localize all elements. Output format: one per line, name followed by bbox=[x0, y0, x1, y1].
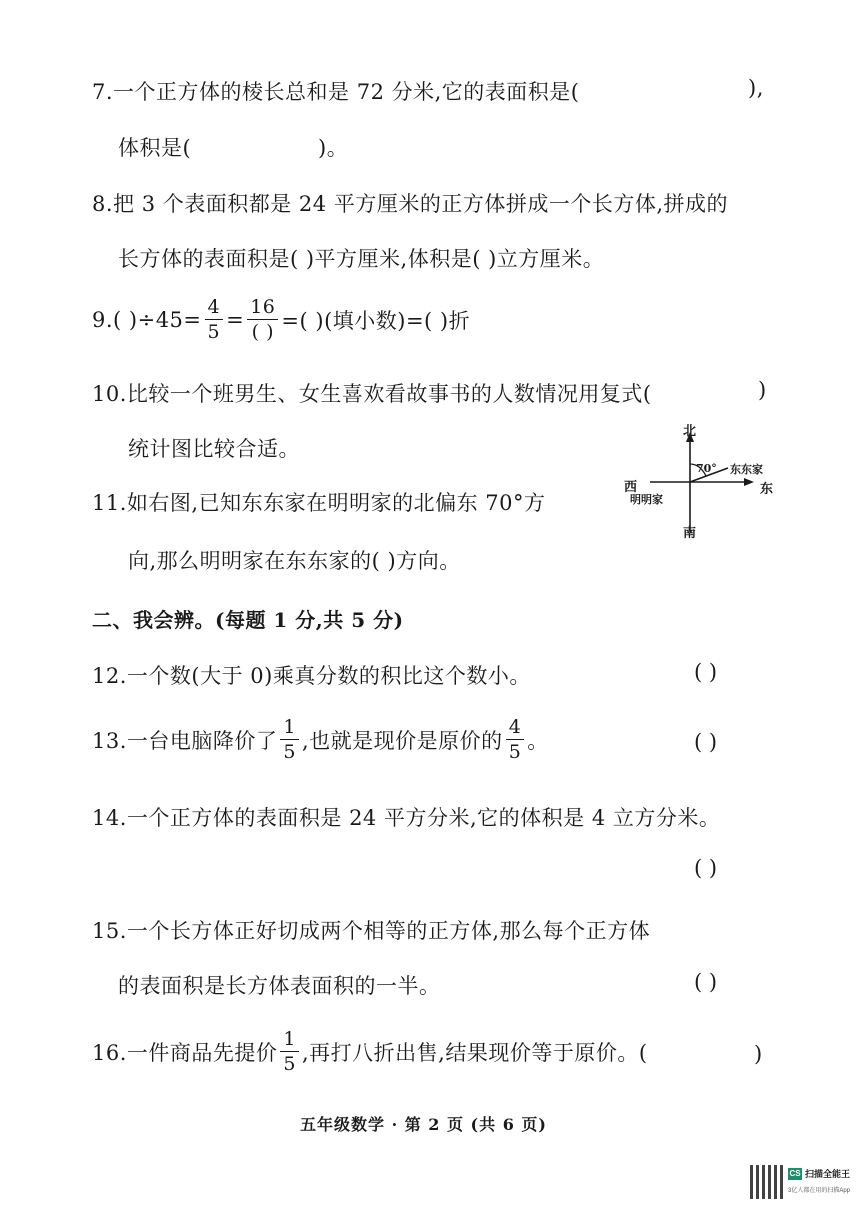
q13-fraction-4-5 bbox=[506, 718, 525, 762]
q13-frac2-denominator: 5 bbox=[508, 741, 522, 763]
q8-line1: 8.把 3 个表面积都是 24 平方厘米的正方体拼成一个长方体,拼成的 bbox=[92, 192, 728, 216]
q14-text: 14.一个正方体的表面积是 24 平方分米,它的体积是 4 立方分米。 bbox=[92, 806, 721, 830]
q10-line2: 统计图比较合适。 bbox=[128, 437, 300, 461]
q12-text: 12.一个数(大于 0)乘真分数的积比这个数小。 bbox=[92, 664, 531, 688]
page-footer: 五年级数学 · 第 2 页 (共 6 页) bbox=[300, 1115, 547, 1134]
q13-part1: 13.一台电脑降价了 bbox=[92, 729, 278, 753]
q7-volume-open: 体积是( bbox=[118, 136, 192, 160]
compass-south-label: 南 bbox=[683, 526, 697, 541]
q16-close-paren: ) bbox=[754, 1042, 763, 1066]
qr-code-icon bbox=[750, 1165, 784, 1199]
q13-line bbox=[92, 718, 549, 762]
q9-equals: = bbox=[226, 308, 245, 332]
q9-frac2-denominator: ( ) bbox=[251, 321, 274, 343]
q7-line2 bbox=[118, 132, 191, 162]
q16-part1: 16.一件商品先提价 bbox=[92, 1041, 278, 1065]
q15-line2: 的表面积是长方体表面积的一半。 bbox=[118, 974, 441, 998]
q13-answer-paren[interactable]: ( ) bbox=[694, 730, 718, 754]
compass-north-label: 北 bbox=[683, 424, 697, 439]
q11-line2: 向,那么明明家在东东家的( )方向。 bbox=[128, 549, 461, 573]
q13-frac2-numerator: 4 bbox=[506, 718, 525, 740]
q12-answer-paren[interactable]: ( ) bbox=[694, 660, 718, 684]
scanner-watermark bbox=[750, 1165, 851, 1205]
compass-angle-label: 70° bbox=[696, 462, 717, 475]
q9-part2: =( )(填小数)=( )折 bbox=[281, 309, 471, 333]
q13-part2: ,也就是现价是原价的 bbox=[302, 729, 503, 753]
q16-part2[interactable]: ,再打八折出售,结果现价等于原价。( bbox=[302, 1041, 648, 1065]
section2-title: 二、我会辨。(每题 1 分,共 5 分) bbox=[92, 608, 404, 632]
q15-answer-paren[interactable]: ( ) bbox=[694, 970, 718, 994]
q16-frac-denominator: 5 bbox=[283, 1053, 296, 1075]
watermark-subtitle: 3亿人都在用的扫描App bbox=[788, 1188, 851, 1194]
q7-line1-text: 7.一个正方体的棱长总和是 72 分米,它的表面积是( bbox=[92, 80, 580, 104]
q8-line2: 长方体的表面积是( )平方厘米,体积是( )立方厘米。 bbox=[118, 247, 605, 271]
east-arrowhead bbox=[744, 478, 754, 486]
q13-frac1-denominator: 5 bbox=[283, 741, 296, 763]
q14-answer-paren[interactable]: ( ) bbox=[694, 856, 718, 880]
compass-west-label: 西 bbox=[624, 480, 638, 495]
q10-line1: 10.比较一个班男生、女生喜欢看故事书的人数情况用复式( bbox=[92, 382, 652, 406]
q15-line1: 15.一个长方体正好切成两个相等的正方体,那么每个正方体 bbox=[92, 919, 651, 943]
q13-part3: 。 bbox=[527, 729, 549, 753]
q10-line1-close: ) bbox=[758, 378, 767, 402]
q7-line1-close: ), bbox=[748, 76, 764, 100]
q7-line1 bbox=[92, 76, 579, 106]
compass-origin-label: 明明家 bbox=[630, 493, 663, 506]
q9-line bbox=[92, 298, 470, 342]
q11-line1: 11.如右图,已知东东家在明明家的北偏东 70°方 bbox=[92, 491, 546, 515]
q9-frac1-numerator: 4 bbox=[205, 298, 224, 320]
q7-line2-close: )。 bbox=[318, 136, 349, 160]
q16-line bbox=[92, 1030, 648, 1074]
q13-frac1-numerator: 1 bbox=[280, 718, 299, 740]
compass-diagram bbox=[610, 420, 790, 540]
q9-fraction-4-5 bbox=[205, 298, 224, 342]
watermark-title: 扫描全能王 bbox=[805, 1169, 851, 1179]
q16-frac-numerator: 1 bbox=[280, 1030, 299, 1052]
q9-frac1-denominator: 5 bbox=[207, 321, 221, 343]
q16-fraction-1-5 bbox=[280, 1030, 299, 1074]
compass-target-label: 东东家 bbox=[730, 463, 763, 476]
q9-frac2-numerator: 16 bbox=[247, 298, 278, 320]
q13-fraction-1-5 bbox=[280, 718, 299, 762]
q9-fraction-16 bbox=[247, 298, 278, 342]
compass-east-label: 东 bbox=[760, 482, 774, 497]
q9-part1: 9.( )÷45= bbox=[92, 308, 202, 332]
cs-logo-icon: CS bbox=[789, 1169, 801, 1178]
